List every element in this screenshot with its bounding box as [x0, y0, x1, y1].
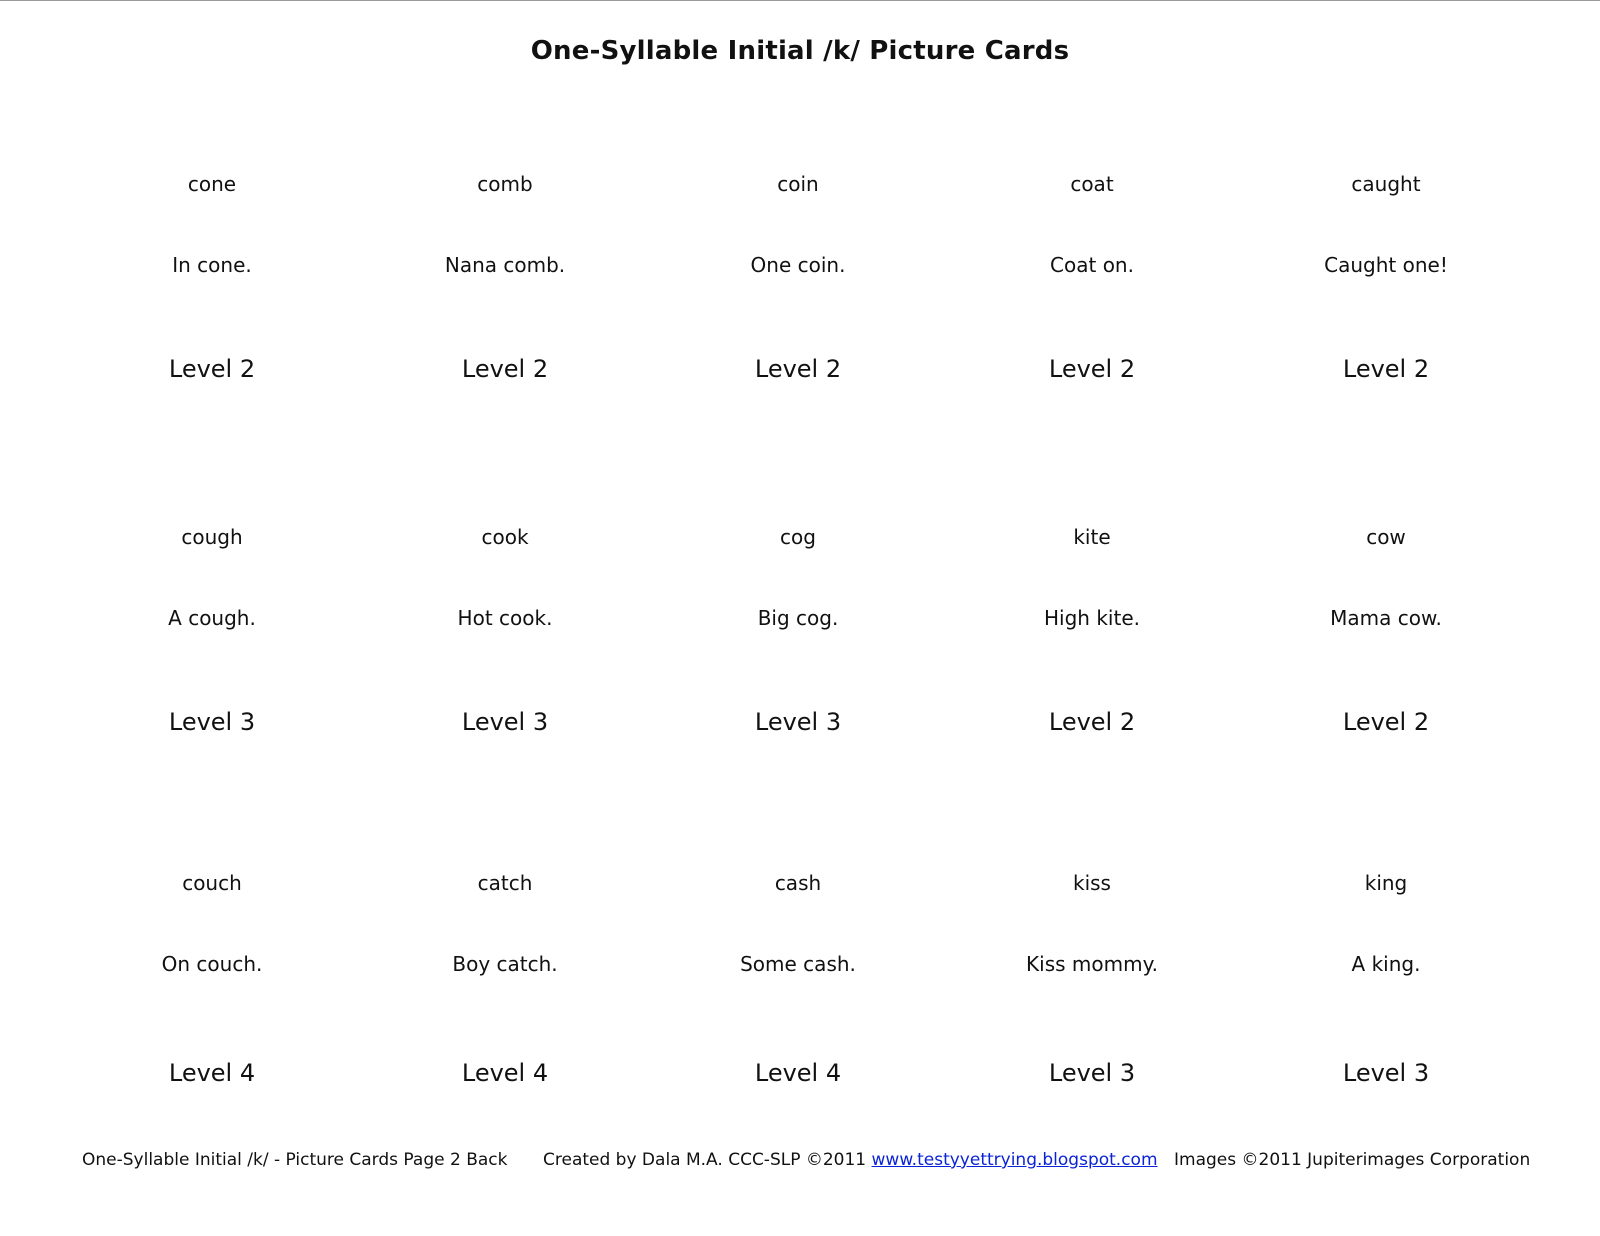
- card-phrase: Mama cow.: [1330, 606, 1442, 630]
- card-word: caught: [1351, 172, 1421, 196]
- card-phrase: High kite.: [1044, 606, 1140, 630]
- card-level: Level 2: [1048, 355, 1136, 383]
- card: [668, 160, 928, 420]
- card: [375, 859, 635, 1119]
- card-word: cook: [481, 525, 529, 549]
- card-phrase: One coin.: [750, 253, 846, 277]
- card-word: coat: [1070, 172, 1114, 196]
- card-phrase: Coat on.: [1050, 253, 1134, 277]
- card-phrase: In cone.: [172, 253, 252, 277]
- card-phrase: A king.: [1351, 952, 1421, 976]
- card: [1256, 513, 1516, 773]
- card-level: Level 2: [754, 355, 842, 383]
- card: [962, 160, 1222, 420]
- card-phrase: On couch.: [161, 952, 263, 976]
- card-phrase: Caught one!: [1324, 253, 1448, 277]
- card-phrase: Kiss mommy.: [1026, 952, 1158, 976]
- card-level: Level 3: [754, 708, 842, 736]
- footer-page-label: One-Syllable Initial /k/ - Picture Cards Page 2 Back: [82, 1150, 508, 1170]
- card: [375, 513, 635, 773]
- card: [1256, 859, 1516, 1119]
- card: [82, 160, 342, 420]
- card-word: king: [1364, 871, 1408, 895]
- card-word: kiss: [1073, 871, 1111, 895]
- card: [375, 160, 635, 420]
- blog-link[interactable]: www.testyyettrying.blogspot.com: [871, 1150, 1158, 1170]
- card-level: Level 4: [754, 1059, 842, 1087]
- card-word: cash: [774, 871, 822, 895]
- footer-credit-text: Created by Dala M.A. CCC-SLP ©2011: [543, 1150, 867, 1170]
- card-level: Level 2: [1342, 355, 1430, 383]
- card-level: Level 2: [461, 355, 549, 383]
- card: [82, 513, 342, 773]
- card: [962, 859, 1222, 1119]
- card-level: Level 4: [461, 1059, 549, 1087]
- card-level: Level 4: [168, 1059, 256, 1087]
- card-word: coin: [777, 172, 819, 196]
- card-phrase: Big cog.: [757, 606, 839, 630]
- card-phrase: Boy catch.: [452, 952, 558, 976]
- card-level: Level 3: [168, 708, 256, 736]
- card: [962, 513, 1222, 773]
- card-level: Level 3: [1342, 1059, 1430, 1087]
- card-level: Level 2: [1342, 708, 1430, 736]
- card: [668, 513, 928, 773]
- card-word: cone: [187, 172, 237, 196]
- card-phrase: Hot cook.: [457, 606, 553, 630]
- page-title: One-Syllable Initial /k/ Picture Cards: [530, 36, 1070, 66]
- footer-credit: [543, 1150, 1158, 1170]
- card-word: couch: [182, 871, 242, 895]
- card-word: comb: [477, 172, 533, 196]
- card-phrase: Some cash.: [740, 952, 856, 976]
- card-word: cog: [780, 525, 816, 549]
- card-phrase: A cough.: [168, 606, 256, 630]
- card-level: Level 3: [461, 708, 549, 736]
- card-word: kite: [1073, 525, 1111, 549]
- card-word: catch: [477, 871, 533, 895]
- card-level: Level 2: [168, 355, 256, 383]
- card-phrase: Nana comb.: [444, 253, 566, 277]
- card: [1256, 160, 1516, 420]
- card-word: cough: [181, 525, 243, 549]
- card-word: cow: [1366, 525, 1406, 549]
- card-level: Level 2: [1048, 708, 1136, 736]
- footer-image-credit: Images ©2011 Jupiterimages Corporation: [1174, 1150, 1531, 1170]
- card: [82, 859, 342, 1119]
- card-level: Level 3: [1048, 1059, 1136, 1087]
- card: [668, 859, 928, 1119]
